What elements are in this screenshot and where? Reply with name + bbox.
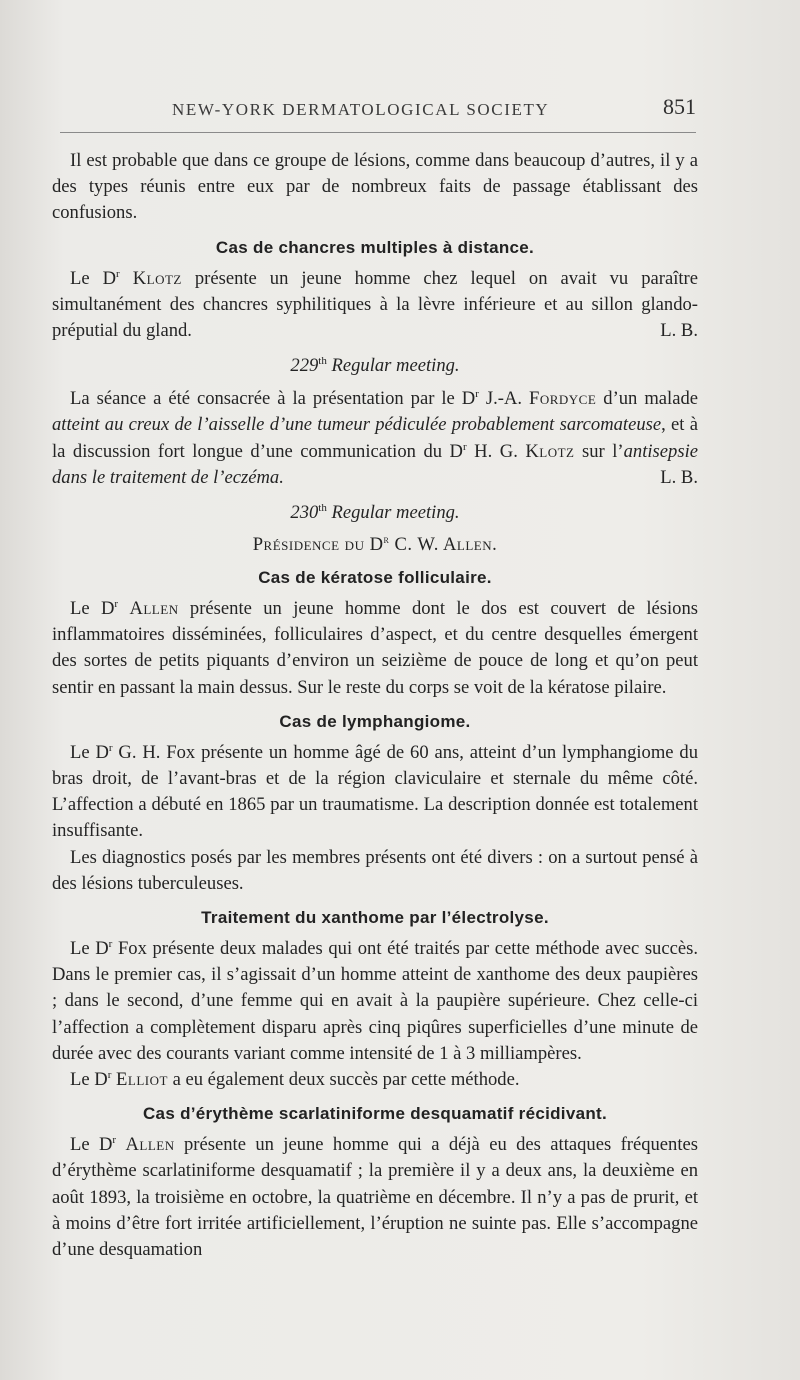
author-initials: L. B. bbox=[660, 320, 698, 342]
doctor-name: Allen bbox=[125, 1134, 175, 1156]
section-heading-xanthome: Traitement du xanthome par l’électrolyse. bbox=[201, 908, 549, 928]
running-title: NEW-YORK DERMATOLOGICAL SOCIETY bbox=[172, 100, 550, 119]
intro-paragraph: Il est probable que dans ce groupe de lésions, comme dans beaucoup d’autres, il y a des types réunis entre eux par de nombreux faits de passage établissant des confusions. bbox=[52, 150, 698, 224]
page-body bbox=[52, 148, 698, 1263]
page-number: 851 bbox=[663, 94, 696, 119]
meeting-heading-229: 229th Regular meeting. bbox=[290, 355, 460, 377]
header-rule bbox=[60, 132, 696, 133]
doctor-name: Klotz bbox=[525, 440, 575, 462]
paragraph-meeting-229: La séance a été consacrée à la présentation par le $D^r$ J.-A. Fordyce d’un malade atteint au creux de l’aisselle d’une tumeur pédiculée probablement sarcomateuse, et à la discussion fort longue d’une communication du $D^r$ H. G. Klotz sur l’antisepsie dans le traitement de l’eczéma. L. B. bbox=[52, 386, 698, 491]
page-header bbox=[60, 94, 696, 124]
doctor-name: Allen bbox=[129, 598, 179, 620]
doctor-name: Elliot bbox=[116, 1069, 168, 1091]
section-heading-lymphangiome: Cas de lymphangiome. bbox=[279, 711, 471, 731]
presidence-line: Présidence du $D^r$ C. W. Allen. bbox=[252, 533, 498, 556]
section-heading-keratose: Cas de kératose folliculaire. bbox=[258, 568, 492, 588]
paragraph-elliot: Le $D^r$ Elliot a eu également deux succès par cette méthode. bbox=[70, 1068, 520, 1091]
paragraph-diagnostics: Les diagnostics posés par les membres présents ont été divers : on a surtout pensé à des lésions tuberculeuses. bbox=[52, 846, 698, 894]
meeting-heading-230: 230th Regular meeting. bbox=[290, 501, 460, 524]
paragraph-erytheme: Le $D^r$ Allen présente un jeune homme qui a déjà eu des attaques fréquentes d’érythème scarlatiniforme desquamatif ; la première il y a deux ans, la deuxième en août 1893, la troisième en octobre, la quatrième en décembre. Il n’y a pas de prurit, et à moins d’être fort irritée artificiellement, l’éruption ne suinte pas. Elle s’accompagne d’une desquamation bbox=[52, 1134, 699, 1261]
doctor-name: Fordyce bbox=[529, 388, 597, 410]
paragraph-chancres: Le $D^r$ Klotz présente un jeune homme chez lequel on avait vu paraître simultanément des chancres syphilitiques à la lèvre inférieure et au sillon glando-préputial du gland. L. B. bbox=[52, 266, 698, 345]
doctor-name: Klotz bbox=[132, 267, 182, 289]
author-initials: L. B. bbox=[660, 466, 698, 488]
section-heading-chancres: Cas de chancres multiples à distance. bbox=[215, 237, 535, 257]
section-heading-erytheme: Cas d’érythème scarlatiniforme desquamatif récidivant. bbox=[142, 1104, 608, 1124]
paragraph-lymphangiome: Le $D^r$ G. H. Fox présente un homme âgé de 60 ans, atteint d’un lymphangiome du bras droit, de l’avant-bras et de la région claviculaire et sternale du même côté. L’affection a débuté en 1865 par un traumatisme. La description donnée est totalement insuffisante. bbox=[52, 741, 699, 842]
paragraph-keratose: Le $D^r$ Allen présente un jeune homme dont le dos est couvert de lésions inflammatoires disséminées, folliculaires d’aspect, et du centre desquelles émergent des sortes de petits piquants d’environ un seizième de pouce de long et qu’on peut sentir en passant la main dessus. Sur le reste du corps se voit de la kératose pilaire. bbox=[52, 597, 699, 698]
paragraph-xanthome: Le $D^r$ Fox présente deux malades qui ont été traités par cette méthode avec succès. Dans le premier cas, il s’agissait d’un homme atteint de xanthome des deux paupières ; dans le second, d’une femme qui en avait à la paupière supérieure. Chez celle-ci l’affection a complètement disparu après cinq piqûres superficielles d’une minute de durée avec des courants variant comme intensité de 1 à 3 milliampères. bbox=[52, 937, 698, 1064]
